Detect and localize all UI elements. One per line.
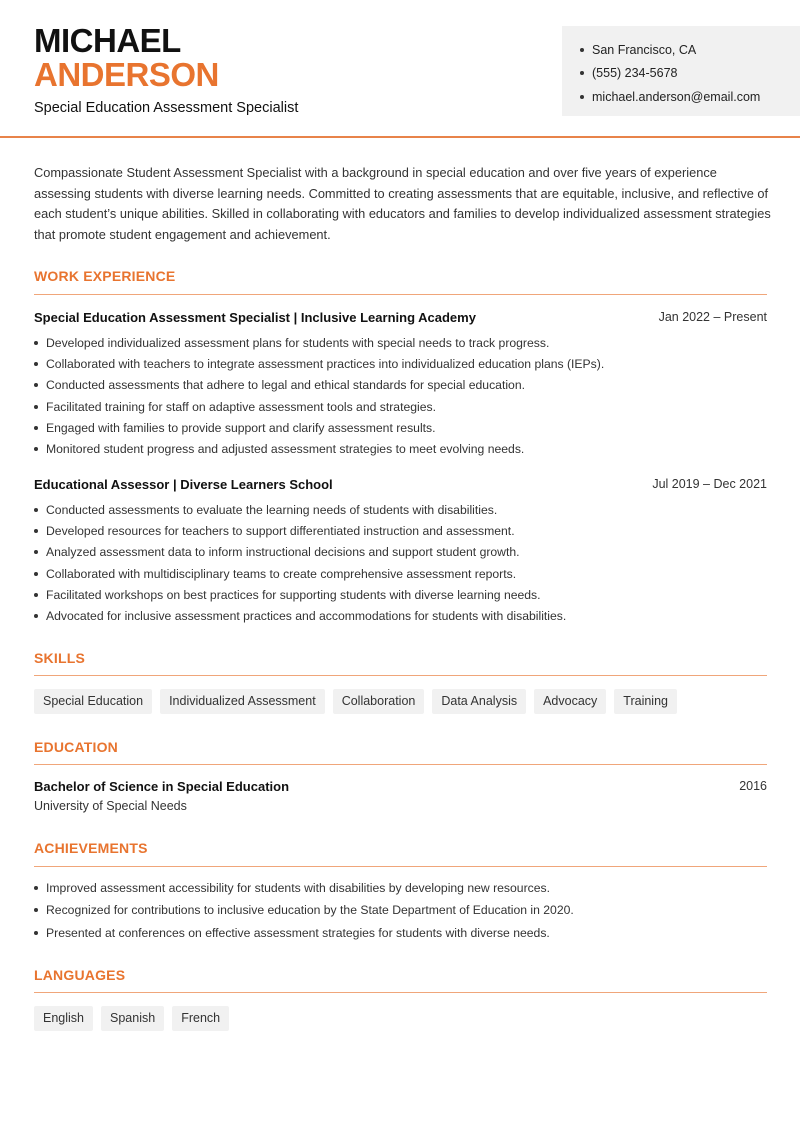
bullet-icon	[34, 362, 38, 366]
contact-phone: (555) 234-5678	[580, 62, 800, 86]
bullet-icon	[34, 529, 38, 533]
list-item: Advocated for inclusive assessment practices and accommodations for students with disabilities.	[34, 605, 774, 626]
job-title: Special Education Assessment Specialist | Inclusive Learning Academy	[34, 310, 476, 325]
first-name: MICHAEL	[34, 22, 181, 59]
list-item: Facilitated workshops on best practices for supporting students with diverse learning needs.	[34, 584, 774, 605]
list-item: Presented at conferences on effective assessment strategies for students with diverse needs.	[34, 922, 774, 944]
skill-tag: Data Analysis	[432, 689, 526, 714]
contact-email: michael.anderson@email.com	[580, 85, 800, 109]
list-item: Collaborated with teachers to integrate assessment practices into individualized education plans (IEPs).	[34, 353, 774, 374]
bullet-icon	[580, 71, 584, 75]
language-tag: French	[172, 1006, 229, 1031]
bullet-icon	[34, 614, 38, 618]
bullet-icon	[580, 48, 584, 52]
language-tags	[34, 1006, 229, 1031]
list-item: Engaged with families to provide support and clarify assessment results.	[34, 417, 774, 438]
section-divider	[34, 866, 767, 867]
job-bullets	[34, 332, 774, 460]
job-dates: Jan 2022 – Present	[658, 310, 767, 324]
section-title-work: WORK EXPERIENCE	[34, 268, 176, 284]
list-item: Developed individualized assessment plans for students with special needs to track progress.	[34, 332, 774, 353]
skill-tag: Collaboration	[333, 689, 425, 714]
professional-summary: Compassionate Student Assessment Specialist with a background in special education and over five years of experience assessing students with diverse learning needs. Committed to creating assessments that are equitable, inclusive, and reflective of each student’s unique abilities. Skilled in collaborating with educators and families to develop individualized assessment strategies that promote student engagement and achievement.	[34, 165, 771, 243]
bullet-icon	[34, 341, 38, 345]
contact-box	[562, 26, 800, 116]
education-school: University of Special Needs	[34, 799, 187, 813]
last-name: ANDERSON	[34, 56, 219, 93]
section-divider	[34, 764, 767, 765]
bullet-icon	[34, 550, 38, 554]
list-item: Collaborated with multidisciplinary teams to create comprehensive assessment reports.	[34, 563, 774, 584]
list-item: Developed resources for teachers to support differentiated instruction and assessment.	[34, 520, 774, 541]
language-tag: English	[34, 1006, 93, 1031]
bullet-icon	[34, 931, 38, 935]
bullet-icon	[34, 383, 38, 387]
resume-header	[0, 0, 800, 138]
bullet-icon	[34, 908, 38, 912]
list-item: Facilitated training for staff on adaptive assessment tools and strategies.	[34, 396, 774, 417]
skill-tag: Special Education	[34, 689, 152, 714]
list-item: Analyzed assessment data to inform instructional decisions and support student growth.	[34, 542, 774, 563]
job-bullets	[34, 499, 774, 627]
language-tag: Spanish	[101, 1006, 164, 1031]
bullet-icon	[34, 593, 38, 597]
contact-location: San Francisco, CA	[580, 38, 800, 62]
skill-tag: Individualized Assessment	[160, 689, 325, 714]
section-title-achievements: ACHIEVEMENTS	[34, 840, 148, 856]
section-divider	[34, 992, 767, 993]
candidate-name	[34, 24, 219, 91]
list-item: Conducted assessments that adhere to legal and ethical standards for special education.	[34, 375, 774, 396]
skill-tag: Advocacy	[534, 689, 606, 714]
bullet-icon	[34, 405, 38, 409]
bullet-icon	[580, 95, 584, 99]
job-dates: Jul 2019 – Dec 2021	[652, 477, 767, 491]
achievement-bullets	[34, 877, 774, 944]
list-item: Recognized for contributions to inclusive education by the State Department of Education in 2020.	[34, 899, 774, 921]
skill-tag: Training	[614, 689, 677, 714]
skills-tags	[34, 689, 677, 714]
list-item: Monitored student progress and adjusted assessment strategies to meet evolving needs.	[34, 438, 774, 459]
list-item: Conducted assessments to evaluate the learning needs of students with disabilities.	[34, 499, 774, 520]
education-year: 2016	[739, 779, 767, 793]
section-divider	[34, 675, 767, 676]
bullet-icon	[34, 426, 38, 430]
bullet-icon	[34, 572, 38, 576]
section-divider	[34, 294, 767, 295]
job-title: Educational Assessor | Diverse Learners School	[34, 477, 333, 492]
section-title-skills: SKILLS	[34, 650, 85, 666]
education-degree: Bachelor of Science in Special Education	[34, 779, 290, 794]
bullet-icon	[34, 508, 38, 512]
section-title-languages: LANGUAGES	[34, 967, 126, 983]
list-item: Improved assessment accessibility for students with disabilities by developing new resources.	[34, 877, 774, 899]
job-role: Special Education Assessment Specialist	[34, 100, 299, 116]
bullet-icon	[34, 447, 38, 451]
bullet-icon	[34, 886, 38, 890]
section-title-education: EDUCATION	[34, 739, 118, 755]
